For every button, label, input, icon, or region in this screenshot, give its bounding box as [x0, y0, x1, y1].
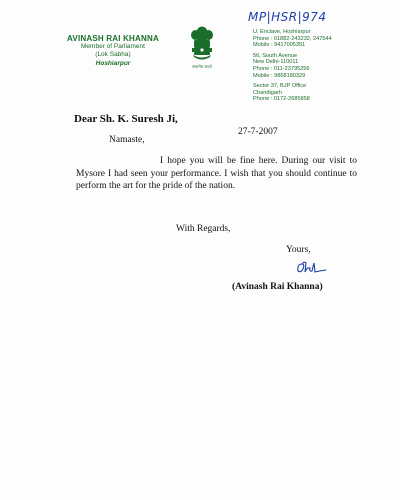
mp-name: AVINASH RAI KHANNA: [67, 34, 159, 43]
address-line: Chandigarh: [253, 89, 282, 96]
mp-house: (Lok Sabha): [95, 51, 131, 58]
letterhead-left: [58, 34, 168, 67]
address-delhi: [253, 53, 383, 79]
lion-capital-icon: [188, 24, 216, 64]
letter-date: 27-7-2007: [238, 127, 278, 137]
handwritten-reference: MP|HSR|974: [248, 10, 327, 24]
address-line: Sector 37, BJP Office: [253, 83, 307, 90]
mobile-line: Mobile : 9417005351: [253, 42, 306, 49]
signature-image: [295, 260, 329, 276]
phone-line: Phone : 01882-243232, 247544: [253, 35, 332, 42]
closing: With Regards,: [176, 224, 231, 234]
address-hoshiarpur: [253, 29, 383, 49]
mobile-line: Mobile : 9868180329: [253, 72, 306, 79]
mp-title: Member of Parliament: [81, 43, 145, 50]
letterhead-right: [253, 29, 383, 107]
letter-body: I hope you will be fine here. During our visit to Mysore I had seen your performance. I wish that you should continue to perform the art for the pride of the nation.: [76, 156, 357, 191]
signer-name: (Avinash Rai Khanna): [232, 282, 323, 292]
address-line: 56, South Avenue: [253, 52, 298, 59]
phone-line: Phone : 011-23795256: [253, 65, 310, 72]
address-chandigarh: [253, 83, 383, 103]
greeting: Namaste,: [109, 135, 145, 145]
salutation: Dear Sh. K. Suresh Ji,: [74, 113, 178, 125]
address-line: U. Enclave, Hoshiarpur: [253, 29, 311, 35]
phone-line: Phone : 0172-2685858: [253, 96, 310, 103]
address-line: New Delhi-110011: [253, 59, 299, 66]
valediction: Yours,: [286, 245, 311, 255]
mp-constituency: Hoshiarpur: [95, 60, 131, 67]
national-emblem: [188, 24, 216, 70]
emblem-motto: सत्यमेव जयते: [192, 64, 212, 69]
